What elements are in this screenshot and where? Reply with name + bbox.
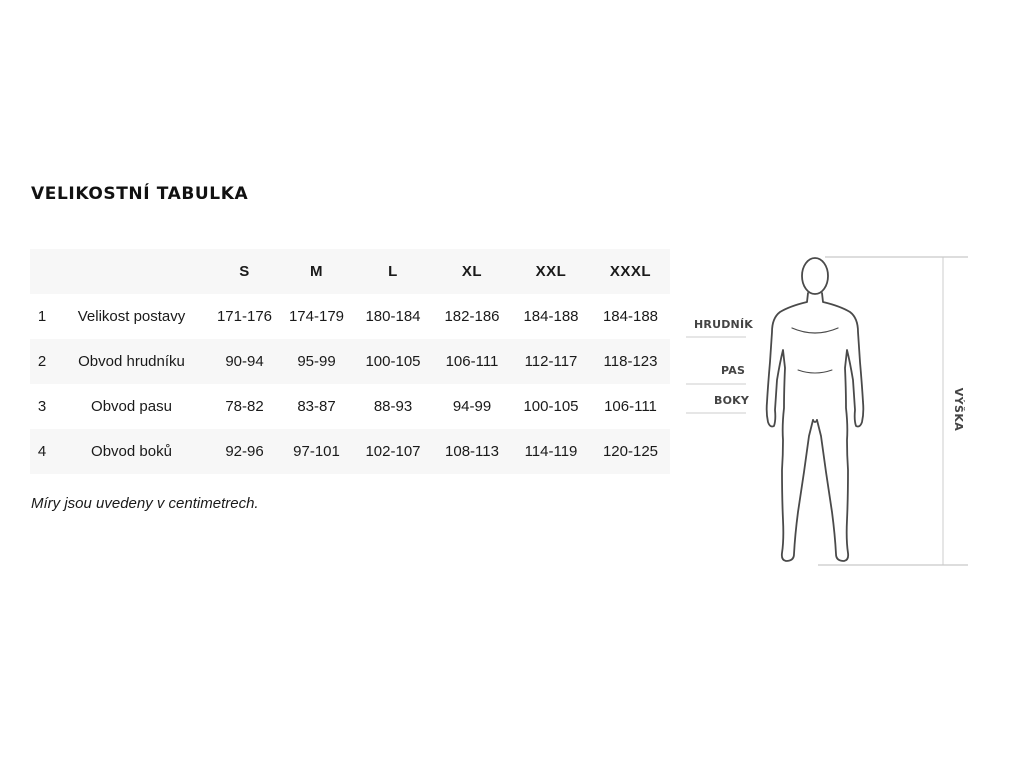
hips-label: BOKY — [714, 394, 750, 407]
table-cell: 102-107 — [353, 429, 433, 474]
table-cell: 100-105 — [523, 398, 579, 415]
header-index-cell — [30, 249, 54, 294]
table-row — [30, 429, 670, 474]
body-outline — [767, 258, 864, 561]
row-label: Obvod boků — [54, 429, 209, 474]
page-title: VELIKOSTNÍ TABULKA — [31, 184, 249, 204]
table-cell: 92-96 — [209, 429, 280, 474]
table-cell: 174-179 — [288, 308, 345, 325]
column-header: M — [280, 249, 353, 294]
body-measurement-figure — [680, 250, 980, 580]
table-row — [30, 339, 670, 384]
table-header-row — [30, 249, 670, 294]
table-cell: 90-94 — [209, 339, 280, 384]
size-table — [30, 249, 670, 474]
row-index: 2 — [30, 339, 54, 384]
table-cell: 88-93 — [373, 398, 413, 415]
row-label: Obvod hrudníku — [54, 339, 209, 384]
table-cell: 100-105 — [353, 339, 433, 384]
table-cell: 94-99 — [452, 398, 492, 415]
table-cell: 118-123 — [591, 339, 670, 384]
row-index: 3 — [37, 398, 47, 415]
table-cell: 108-113 — [433, 429, 511, 474]
column-header: XL — [433, 249, 511, 294]
header-label-cell — [54, 249, 209, 294]
chest-label: HRUDNÍK — [694, 318, 753, 331]
height-label: VÝŠKA — [952, 387, 966, 432]
waist-label: PAS — [721, 364, 746, 377]
table-cell: 95-99 — [280, 339, 353, 384]
row-label: Obvod pasu — [91, 398, 172, 415]
column-header: S — [209, 249, 280, 294]
table-cell: 120-125 — [591, 429, 670, 474]
table-cell: 184-188 — [523, 308, 579, 325]
table-cell: 106-111 — [604, 398, 657, 415]
table-cell: 184-188 — [602, 308, 659, 325]
column-header: XXXL — [591, 249, 670, 294]
column-header: XXL — [511, 249, 591, 294]
row-index: 1 — [37, 308, 47, 325]
table-cell: 180-184 — [365, 308, 421, 325]
table-row — [30, 294, 670, 339]
column-header: L — [353, 249, 433, 294]
table-cell: 97-101 — [280, 429, 353, 474]
table-cell: 114-119 — [511, 429, 591, 474]
row-index: 4 — [30, 429, 54, 474]
body-silhouette-illustration — [680, 250, 980, 580]
table-cell: 106-111 — [433, 339, 511, 384]
row-label: Velikost postavy — [77, 308, 186, 325]
table-cell: 83-87 — [297, 398, 336, 415]
table-cell: 171-176 — [216, 308, 273, 325]
table-cell: 112-117 — [511, 339, 591, 384]
table-cell: 78-82 — [225, 398, 264, 415]
table-row — [30, 384, 670, 429]
footnote: Míry jsou uvedeny v centimetrech. — [31, 495, 259, 512]
table-cell: 182-186 — [444, 308, 500, 325]
